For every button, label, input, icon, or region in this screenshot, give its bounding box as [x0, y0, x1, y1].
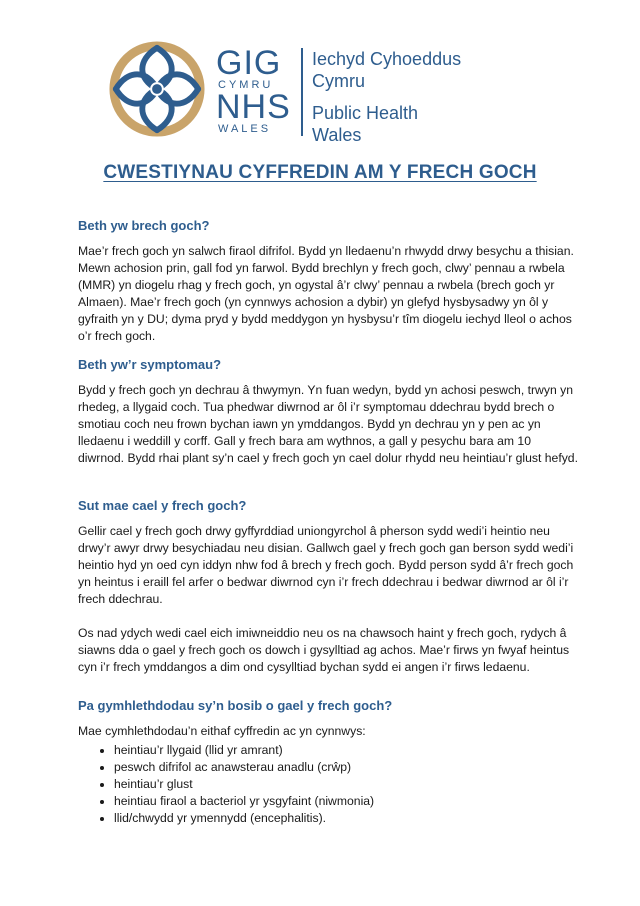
section-heading: Beth yw brech goch? — [78, 218, 210, 233]
nhs-wales-wordmark — [216, 44, 296, 136]
list-item: • peswch difrifol ac anawsterau anadlu (crŵp) — [114, 759, 578, 776]
celtic-knot-logo-icon — [108, 40, 206, 138]
section-paragraph: Mae cymhlethdodau’n eithaf cyffredin ac yn cynnwys: — [78, 724, 366, 738]
page-title: CWESTIYNAU CYFFREDIN AM Y FRECH GOCH — [103, 162, 537, 183]
wales-text: WALES — [218, 123, 272, 135]
section-symptoms — [78, 357, 578, 467]
section-heading: Pa gymhlethdodau sy’n bosib o gael y frech goch? — [78, 698, 393, 713]
section-paragraph: Gellir cael y frech goch drwy gyffyrddiad uniongyrchol â pherson sydd wedi’i heintio neu drwy’r awyr drwy besychiadau neu disian. Gallwch gael y frech goch gan berson sydd wedi’i heintio hyd yn oed cyn iddyn nhw fod â brech y frech goch. Bydd person sydd â’r frech goch yn heintus i eraill fel arfer o bedwar diwrnod cyn i’r frech ddechrau i bedwar diwrnod ar ôl i’r frech ddechrau. — [78, 524, 574, 606]
section-complications — [78, 698, 578, 827]
nhs-text: NHS — [216, 88, 291, 126]
section-paragraph: Mae’r frech goch yn salwch firaol difrifol. Bydd yn lledaenu’n rhwydd drwy besychu a thisian. Mewn achosion prin, gall fod yn farwol. Bydd brechlyn y frech goch, clwy’ pennau a rwbela (MMR) yn diogelu rhag y frech goch, yn ogystal â’r clwy’ pennau a rwbela (brech goch yr Almaen). Mae’r frech goch (yn cynnwys achosion a dybir) yn glefyd hysbysadwy yn ôl y gyfraith yn y DU; dyma pryd y bydd meddygon yn hysbysu’r tîm diogelu iechyd lleol o achos o’r frech goch. — [78, 244, 574, 343]
org-welsh-line-2: Cymru — [312, 71, 365, 91]
logo-divider — [301, 48, 303, 136]
section-how-caught — [78, 498, 578, 676]
org-english-line-1: Public Health — [312, 103, 419, 123]
cymru-text: CYMRU — [218, 79, 274, 91]
section-what-is-measles — [78, 218, 578, 345]
gig-text: GIG — [216, 44, 282, 82]
organisation-name — [312, 48, 461, 146]
section-paragraph: Bydd y frech goch yn dechrau â thwymyn. Yn fuan wedyn, bydd yn achosi peswch, trwyn yn rhedeg, a llygaid coch. Tua phedwar diwrnod ar ôl i’r symptomau ddechrau bydd brech o smotiau coch neu frown bychan iawn yn ymddangos. Bydd yn dechrau yn y pen ac yn lledaenu i weddill y corff. Gall y frech bara am wythnos, a gall y pesychu bara am 10 diwrnod. Bydd rhai plant sy’n cael y frech goch yn cael dolur rhydd neu heintiau’r glust hefyd. — [78, 383, 578, 465]
section-heading: Beth yw’r symptomau? — [78, 357, 222, 372]
complications-list — [78, 742, 578, 827]
header-logo — [108, 40, 488, 144]
list-item: • heintiau’r llygaid (llid yr amrant) — [114, 742, 578, 759]
section-paragraph: Os nad ydych wedi cael eich imiwneiddio neu os na chawsoch haint y frech goch, rydych â siawns dda o gael y frech goch os dowch i gysylltiad ag achos. Mae’r firws yn fwyaf heintus cyn i’r frech ymddangos a dim ond cysylltiad bychan sydd ei angen i’r firws ledaenu. — [78, 626, 570, 674]
org-english-line-2: Wales — [312, 125, 362, 145]
list-item: • heintiau’r glust — [114, 776, 578, 793]
section-heading: Sut mae cael y frech goch? — [78, 498, 247, 513]
list-item: • llid/chwydd yr ymennydd (encephalitis). — [114, 810, 578, 827]
org-welsh-line-1: Iechyd Cyhoeddus — [312, 49, 462, 69]
list-item: • heintiau firaol a bacteriol yr ysgyfaint (niwmonia) — [114, 793, 578, 810]
